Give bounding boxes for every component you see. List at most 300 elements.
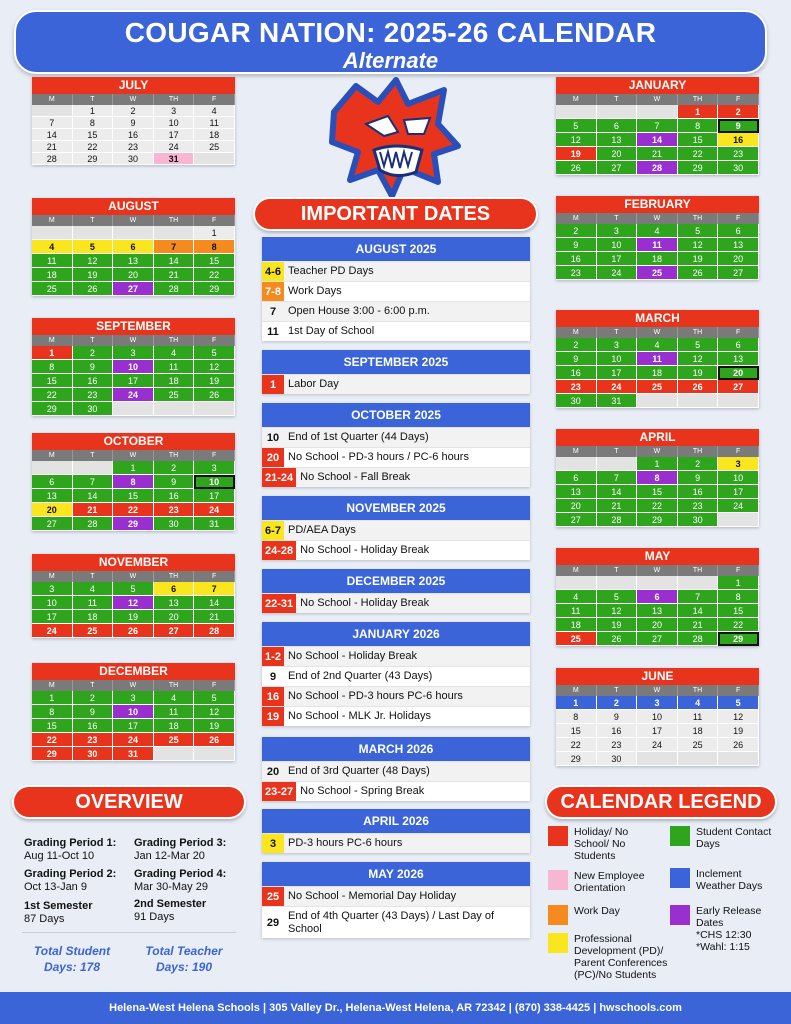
calendar-week bbox=[556, 147, 759, 161]
calendar-day: 23 bbox=[718, 147, 759, 161]
title-banner bbox=[14, 10, 767, 74]
calendar-day: 19 bbox=[597, 618, 638, 632]
date-description: No School - Holiday Break bbox=[300, 544, 430, 556]
calendar-day: 28 bbox=[32, 153, 73, 165]
date-number: 6-7 bbox=[262, 521, 284, 540]
calendar-week bbox=[32, 374, 235, 388]
calendar-day: 3 bbox=[597, 224, 638, 238]
date-number: 20 bbox=[266, 765, 280, 778]
calendar-day: 5 bbox=[678, 338, 719, 352]
calendar-day: 26 bbox=[194, 388, 235, 402]
weekday-label: T bbox=[73, 450, 114, 461]
calendar-day: 25 bbox=[637, 380, 678, 394]
weekday-label: W bbox=[637, 94, 678, 105]
calendar-day: 12 bbox=[678, 238, 719, 252]
calendar-day: 12 bbox=[597, 604, 638, 618]
date-description: PD/AEA Days bbox=[288, 524, 356, 536]
calendar-day: 24 bbox=[637, 738, 678, 752]
calendar-day: 5 bbox=[113, 582, 154, 596]
calendar-day: 15 bbox=[32, 374, 73, 388]
calendar-day bbox=[194, 153, 235, 165]
calendar-day: 5 bbox=[194, 691, 235, 705]
weekday-label: TH bbox=[678, 94, 719, 105]
calendar-week bbox=[32, 402, 235, 416]
early-swatch bbox=[670, 905, 690, 925]
calendar-day: 21 bbox=[154, 268, 195, 282]
calendar-day bbox=[678, 752, 719, 766]
calendar-day: 10 bbox=[637, 710, 678, 724]
calendar-day: 25 bbox=[32, 282, 73, 296]
month-header: SEPTEMBER bbox=[32, 318, 235, 335]
calendar-week bbox=[32, 141, 235, 153]
date-row bbox=[262, 833, 530, 853]
weekday-label: T bbox=[597, 327, 638, 338]
calendar-day: 26 bbox=[556, 161, 597, 175]
calendar-day: 11 bbox=[678, 710, 719, 724]
calendar-day: 8 bbox=[718, 590, 759, 604]
calendar-day bbox=[194, 747, 235, 761]
calendar-day: 18 bbox=[154, 719, 195, 733]
calendar-day: 8 bbox=[637, 471, 678, 485]
calendar-day bbox=[154, 747, 195, 761]
calendar-day: 10 bbox=[718, 471, 759, 485]
weekday-label: W bbox=[637, 685, 678, 696]
weekday-label: F bbox=[718, 327, 759, 338]
weekday-label: M bbox=[556, 94, 597, 105]
calendar-day: 5 bbox=[678, 224, 719, 238]
date-description: 1st Day of School bbox=[288, 325, 375, 337]
calendar-day: 19 bbox=[678, 366, 719, 380]
calendar-day: 15 bbox=[32, 719, 73, 733]
weekday-header bbox=[556, 685, 759, 696]
calendar-day: 11 bbox=[194, 117, 235, 129]
weekday-label: M bbox=[32, 94, 73, 105]
date-section-title: JANUARY 2026 bbox=[262, 622, 530, 646]
weekday-label: M bbox=[32, 571, 73, 582]
calendar-week bbox=[32, 489, 235, 503]
date-description: End of 2nd Quarter (43 Days) bbox=[288, 670, 433, 682]
calendar-day: 10 bbox=[194, 475, 235, 489]
calendar-day: 12 bbox=[556, 133, 597, 147]
weekday-label: W bbox=[637, 565, 678, 576]
date-number: 1-2 bbox=[262, 647, 284, 666]
calendar-day: 23 bbox=[678, 499, 719, 513]
calendar-day: 23 bbox=[556, 266, 597, 280]
weekday-label: F bbox=[718, 565, 759, 576]
calendar-day: 13 bbox=[154, 596, 195, 610]
calendar-day: 20 bbox=[556, 499, 597, 513]
calendar-day: 8 bbox=[556, 710, 597, 724]
calendar-day bbox=[637, 394, 678, 408]
calendar-day: 16 bbox=[556, 366, 597, 380]
calendar-day: 7 bbox=[194, 582, 235, 596]
calendar-day: 27 bbox=[718, 380, 759, 394]
date-number: 21-24 bbox=[262, 468, 296, 487]
calendar-day: 28 bbox=[73, 517, 114, 531]
calendar-week bbox=[32, 747, 235, 761]
legend-work: Work Day bbox=[548, 905, 666, 925]
calendar-day: 19 bbox=[194, 719, 235, 733]
date-number: 16 bbox=[262, 687, 284, 706]
weekday-label: F bbox=[718, 94, 759, 105]
date-section bbox=[262, 809, 530, 853]
calendar-day: 9 bbox=[154, 475, 195, 489]
calendar-week bbox=[32, 705, 235, 719]
weekday-label: W bbox=[637, 327, 678, 338]
date-number: 7 bbox=[269, 305, 277, 318]
calendar-day bbox=[154, 402, 195, 416]
calendar-day: 8 bbox=[678, 119, 719, 133]
date-row bbox=[262, 321, 530, 341]
calendar-week bbox=[32, 475, 235, 489]
date-section bbox=[262, 622, 530, 726]
calendar-week bbox=[556, 352, 759, 366]
calendar-day: 1 bbox=[113, 461, 154, 475]
calendar-day: 13 bbox=[597, 133, 638, 147]
calendar-day: 30 bbox=[154, 517, 195, 531]
weekday-label: M bbox=[556, 213, 597, 224]
calendar-day: 28 bbox=[678, 632, 719, 646]
calendar-day: 10 bbox=[32, 596, 73, 610]
calendar-day: 4 bbox=[154, 346, 195, 360]
calendar-day bbox=[597, 105, 638, 119]
calendar-day: 29 bbox=[32, 402, 73, 416]
date-section-title: OCTOBER 2025 bbox=[262, 403, 530, 427]
calendar-week bbox=[556, 738, 759, 752]
date-row bbox=[262, 540, 530, 560]
weekday-label: M bbox=[556, 327, 597, 338]
calendar-day: 28 bbox=[637, 161, 678, 175]
calendar-day: 16 bbox=[73, 374, 114, 388]
calendar-day: 22 bbox=[678, 147, 719, 161]
calendar-day: 18 bbox=[73, 610, 114, 624]
month-february bbox=[556, 196, 759, 280]
calendar-day: 3 bbox=[113, 346, 154, 360]
semester-2: 2nd Semester 91 Days bbox=[134, 898, 207, 923]
weekday-label: TH bbox=[154, 450, 195, 461]
calendar-day: 11 bbox=[32, 254, 73, 268]
calendar-day bbox=[718, 752, 759, 766]
calendar-day: 1 bbox=[637, 457, 678, 471]
grading-period-4: Grading Period 4: Mar 30-May 29 bbox=[134, 868, 227, 893]
weekday-label: W bbox=[113, 94, 154, 105]
calendar-day: 4 bbox=[637, 224, 678, 238]
calendar-day: 8 bbox=[73, 117, 114, 129]
page-subtitle: Alternate bbox=[342, 48, 439, 73]
calendar-day: 7 bbox=[154, 240, 195, 254]
calendar-day bbox=[597, 576, 638, 590]
weekday-label: M bbox=[556, 685, 597, 696]
overview-title: OVERVIEW bbox=[12, 785, 246, 819]
calendar-day: 27 bbox=[113, 282, 154, 296]
calendar-day: 5 bbox=[194, 346, 235, 360]
weekday-label: F bbox=[718, 213, 759, 224]
calendar-day: 17 bbox=[113, 374, 154, 388]
month-september bbox=[32, 318, 235, 416]
calendar-day: 23 bbox=[556, 380, 597, 394]
calendar-day: 16 bbox=[113, 129, 154, 141]
calendar-week bbox=[32, 360, 235, 374]
calendar-day: 2 bbox=[556, 224, 597, 238]
calendar-day bbox=[113, 226, 154, 240]
overview-divider bbox=[22, 932, 236, 933]
calendar-week bbox=[32, 596, 235, 610]
calendar-week bbox=[32, 254, 235, 268]
calendar-day bbox=[678, 394, 719, 408]
calendar-day: 24 bbox=[113, 733, 154, 747]
weekday-label: TH bbox=[154, 335, 195, 346]
legend-contact: Student Contact Days bbox=[670, 826, 780, 850]
calendar-day: 27 bbox=[154, 624, 195, 638]
calendar-day: 4 bbox=[556, 590, 597, 604]
date-number: 4-6 bbox=[262, 262, 284, 281]
weekday-label: TH bbox=[678, 446, 719, 457]
calendar-week bbox=[32, 268, 235, 282]
weekday-label: M bbox=[556, 446, 597, 457]
date-description: No School - Fall Break bbox=[300, 471, 411, 483]
calendar-day: 24 bbox=[718, 499, 759, 513]
total-student-days: Total Student Days: 178 bbox=[33, 944, 111, 974]
calendar-day: 28 bbox=[597, 513, 638, 527]
calendar-day bbox=[73, 461, 114, 475]
calendar-day: 29 bbox=[718, 632, 759, 646]
calendar-day: 1 bbox=[194, 226, 235, 240]
calendar-day: 1 bbox=[73, 105, 114, 117]
weekday-label: TH bbox=[678, 565, 719, 576]
calendar-day: 23 bbox=[113, 141, 154, 153]
date-description: End of 1st Quarter (44 Days) bbox=[288, 431, 429, 443]
weekday-label: W bbox=[637, 446, 678, 457]
calendar-day: 20 bbox=[718, 252, 759, 266]
calendar-day: 27 bbox=[556, 513, 597, 527]
calendar-day: 3 bbox=[718, 457, 759, 471]
calendar-day: 1 bbox=[718, 576, 759, 590]
calendar-day: 4 bbox=[637, 338, 678, 352]
weekday-header bbox=[32, 680, 235, 691]
calendar-day: 28 bbox=[194, 624, 235, 638]
calendar-day: 3 bbox=[32, 582, 73, 596]
calendar-day: 24 bbox=[597, 380, 638, 394]
calendar-day: 30 bbox=[718, 161, 759, 175]
calendar-day: 15 bbox=[556, 724, 597, 738]
calendar-day: 11 bbox=[154, 705, 195, 719]
calendar-day: 15 bbox=[637, 485, 678, 499]
calendar-day: 6 bbox=[718, 338, 759, 352]
calendar-week bbox=[556, 366, 759, 380]
weekday-label: M bbox=[556, 565, 597, 576]
weekday-label: T bbox=[73, 680, 114, 691]
calendar-day: 30 bbox=[73, 402, 114, 416]
calendar-day bbox=[73, 226, 114, 240]
calendar-day: 26 bbox=[73, 282, 114, 296]
calendar-day: 12 bbox=[194, 705, 235, 719]
calendar-day: 30 bbox=[678, 513, 719, 527]
month-header: JANUARY bbox=[556, 77, 759, 94]
total-teacher-days: Total Teacher Days: 190 bbox=[145, 944, 223, 974]
calendar-week bbox=[32, 388, 235, 402]
calendar-day: 29 bbox=[73, 153, 114, 165]
calendar-day: 16 bbox=[154, 489, 195, 503]
calendar-day: 1 bbox=[678, 105, 719, 119]
calendar-day: 27 bbox=[32, 517, 73, 531]
calendar-week bbox=[556, 618, 759, 632]
calendar-day: 22 bbox=[113, 503, 154, 517]
calendar-day: 9 bbox=[597, 710, 638, 724]
date-row bbox=[262, 666, 530, 686]
calendar-day: 9 bbox=[113, 117, 154, 129]
calendar-day: 12 bbox=[718, 710, 759, 724]
calendar-day: 31 bbox=[194, 517, 235, 531]
date-number: 24-28 bbox=[262, 541, 296, 560]
calendar-day: 1 bbox=[32, 346, 73, 360]
weekday-label: F bbox=[718, 685, 759, 696]
calendar-day: 30 bbox=[113, 153, 154, 165]
calendar-day: 31 bbox=[597, 394, 638, 408]
calendar-day: 12 bbox=[194, 360, 235, 374]
weekday-label: T bbox=[73, 94, 114, 105]
calendar-day: 12 bbox=[73, 254, 114, 268]
calendar-day: 22 bbox=[194, 268, 235, 282]
weekday-label: F bbox=[194, 571, 235, 582]
weekday-label: TH bbox=[154, 680, 195, 691]
orientation-swatch bbox=[548, 870, 568, 890]
calendar-day: 20 bbox=[718, 366, 759, 380]
calendar-day: 26 bbox=[194, 733, 235, 747]
calendar-day: 3 bbox=[113, 691, 154, 705]
calendar-day: 14 bbox=[194, 596, 235, 610]
calendar-day: 18 bbox=[154, 374, 195, 388]
date-row bbox=[262, 467, 530, 487]
calendar-day bbox=[556, 105, 597, 119]
calendar-day: 15 bbox=[194, 254, 235, 268]
legend-pd: Professional Development (PD)/ Parent Conferences (PC)/No Students bbox=[548, 933, 683, 981]
calendar-legend-title: CALENDAR LEGEND bbox=[545, 785, 777, 819]
weekday-label: W bbox=[113, 571, 154, 582]
calendar-week bbox=[556, 576, 759, 590]
calendar-day: 16 bbox=[718, 133, 759, 147]
calendar-day: 29 bbox=[113, 517, 154, 531]
calendar-day: 18 bbox=[678, 724, 719, 738]
calendar-day: 11 bbox=[637, 238, 678, 252]
calendar-week bbox=[556, 724, 759, 738]
calendar-day: 2 bbox=[718, 105, 759, 119]
calendar-day: 24 bbox=[194, 503, 235, 517]
calendar-day: 18 bbox=[556, 618, 597, 632]
weekday-label: F bbox=[194, 335, 235, 346]
calendar-day: 23 bbox=[597, 738, 638, 752]
calendar-day: 6 bbox=[597, 119, 638, 133]
weekday-label: F bbox=[194, 680, 235, 691]
date-section-title: MAY 2026 bbox=[262, 862, 530, 886]
date-number: 11 bbox=[267, 325, 279, 338]
calendar-day bbox=[718, 394, 759, 408]
calendar-day: 6 bbox=[154, 582, 195, 596]
calendar-day bbox=[637, 105, 678, 119]
calendar-day: 1 bbox=[556, 696, 597, 710]
calendar-day: 4 bbox=[32, 240, 73, 254]
date-section bbox=[262, 737, 530, 801]
month-july bbox=[32, 77, 235, 165]
calendar-day: 1 bbox=[32, 691, 73, 705]
calendar-day: 23 bbox=[154, 503, 195, 517]
calendar-week bbox=[556, 457, 759, 471]
date-number: 22-31 bbox=[262, 594, 296, 613]
calendar-week bbox=[556, 485, 759, 499]
date-row bbox=[262, 593, 530, 613]
calendar-week bbox=[556, 394, 759, 408]
calendar-day: 2 bbox=[154, 461, 195, 475]
calendar-day: 19 bbox=[718, 724, 759, 738]
date-number: 20 bbox=[262, 448, 284, 467]
calendar-day: 22 bbox=[73, 141, 114, 153]
calendar-day: 5 bbox=[718, 696, 759, 710]
important-dates-title: IMPORTANT DATES bbox=[253, 197, 538, 231]
calendar-day: 8 bbox=[113, 475, 154, 489]
date-section bbox=[262, 569, 530, 613]
calendar-day: 25 bbox=[154, 388, 195, 402]
calendar-day: 7 bbox=[678, 590, 719, 604]
calendar-day: 8 bbox=[32, 705, 73, 719]
calendar-week bbox=[32, 226, 235, 240]
weekday-label: F bbox=[194, 215, 235, 226]
calendar-day: 4 bbox=[678, 696, 719, 710]
calendar-week bbox=[32, 503, 235, 517]
calendar-day: 20 bbox=[597, 147, 638, 161]
legend-weather: Inclement Weather Days bbox=[670, 868, 780, 892]
date-description: Labor Day bbox=[288, 378, 339, 390]
calendar-day: 13 bbox=[113, 254, 154, 268]
date-row bbox=[262, 374, 530, 394]
month-march bbox=[556, 310, 759, 408]
calendar-day: 7 bbox=[637, 119, 678, 133]
weekday-label: TH bbox=[154, 571, 195, 582]
month-june bbox=[556, 668, 759, 766]
calendar-day: 20 bbox=[32, 503, 73, 517]
date-row bbox=[262, 261, 530, 281]
calendar-week bbox=[556, 224, 759, 238]
month-header: JUNE bbox=[556, 668, 759, 685]
date-row bbox=[262, 781, 530, 801]
calendar-day bbox=[32, 105, 73, 117]
calendar-day: 13 bbox=[556, 485, 597, 499]
calendar-day: 13 bbox=[718, 352, 759, 366]
calendar-day: 7 bbox=[73, 475, 114, 489]
calendar-day: 16 bbox=[597, 724, 638, 738]
calendar-day: 10 bbox=[154, 117, 195, 129]
contact-swatch bbox=[670, 826, 690, 846]
calendar-week bbox=[32, 733, 235, 747]
month-header: APRIL bbox=[556, 429, 759, 446]
calendar-day: 2 bbox=[678, 457, 719, 471]
weekday-label: T bbox=[597, 213, 638, 224]
date-row bbox=[262, 281, 530, 301]
calendar-day: 18 bbox=[32, 268, 73, 282]
weekday-label: TH bbox=[678, 685, 719, 696]
calendar-day: 2 bbox=[73, 691, 114, 705]
calendar-week bbox=[32, 461, 235, 475]
date-row bbox=[262, 706, 530, 726]
weather-swatch bbox=[670, 868, 690, 888]
calendar-day: 29 bbox=[637, 513, 678, 527]
footer: Helena-West Helena Schools | 305 Valley Dr., Helena-West Helena, AR 72342 | (870) 338-4425 | hwschools.com bbox=[0, 992, 791, 1024]
calendar-week bbox=[32, 517, 235, 531]
month-header: DECEMBER bbox=[32, 663, 235, 680]
calendar-day: 3 bbox=[597, 338, 638, 352]
work-swatch bbox=[548, 905, 568, 925]
calendar-week bbox=[556, 604, 759, 618]
calendar-day: 18 bbox=[194, 129, 235, 141]
calendar-day bbox=[718, 513, 759, 527]
